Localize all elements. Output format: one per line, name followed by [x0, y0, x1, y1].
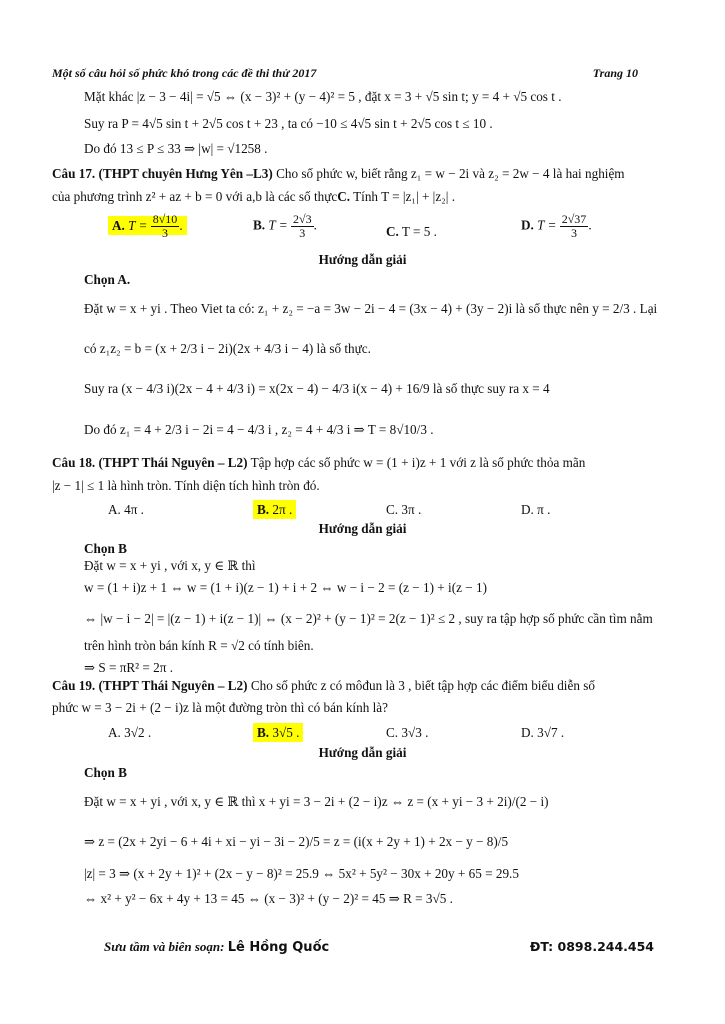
q18-solution-2: w = (1 + i)z + 1 ⇔ w = (1 + i)(z − 1) + i + 2 ⇔ w − i − 2 = (z − 1) + i(z − 1): [84, 580, 487, 595]
q19-solution-2: ⇒ z = (2x + 2yi − 6 + 4i + xi − yi − 3i − 2)/5 = z = (i(x + 2y + 1) + 2x − y − 8)/5: [84, 834, 509, 849]
q17-choice: Chọn A.: [84, 272, 131, 287]
q17-text-2: của phương trình z² + az + b = 0 với a,b là các số thực: [52, 189, 338, 204]
q18-option-b-label: B.: [257, 502, 270, 517]
q17-guide-heading: Hướng dẫn giải: [318, 252, 407, 267]
q19-source: (THPT Thái Nguyên – L2): [98, 678, 248, 693]
q17-text-2-bold: C.: [337, 189, 351, 204]
q19-option-d: D. 3√7 .: [521, 725, 565, 740]
page-footer: [104, 939, 654, 955]
q18-option-d: D. π .: [521, 502, 551, 517]
q17-option-c-text: T = 5 .: [401, 224, 437, 239]
q19-solution-3: |z| = 3 ⇒ (x + 2y + 1)² + (2x − y − 8)² = 25.9 ⇔ 5x² + 5y² − 30x + 20y + 65 = 29.5: [84, 866, 519, 881]
q17-option-d-den: 3: [571, 226, 578, 240]
q17-option-b: B. T = $\frac{2√3}{3}$ .: [253, 212, 317, 240]
q17-text-1: Cho số phức w, biết rằng z₁ = w − 2i và z₂ = 2w − 4 là hai nghiệm: [272, 166, 625, 181]
q18-guide-heading: Hướng dẫn giải: [318, 521, 407, 536]
q19-option-b-label: B.: [257, 725, 270, 740]
q18-line-1: [52, 455, 585, 471]
q18-choice: Chọn B: [84, 541, 127, 556]
header-page-number: Trang 10: [592, 66, 638, 80]
q17-option-c-label: C.: [386, 224, 399, 239]
q18-number: Câu 18.: [52, 455, 96, 470]
q18-option-b: [253, 502, 296, 518]
q17-solution-1: Đặt w = x + yi . Theo Viet ta có: z₁ + z₂ = −a = 3w − 2i − 4 = (3x − 4) + (3y − 2)i là số thực nên y = 2/3 . Lại: [84, 301, 658, 316]
q19-option-c: C. 3√3 .: [386, 725, 429, 740]
q19-choice: Chọn B: [84, 765, 127, 780]
q17-solution-3: Suy ra (x − 4/3 i)(2x − 4 + 4/3 i) = x(2x − 4) − 4/3 i(x − 4) + 16/9 là số thực suy ra x = 4: [84, 381, 550, 396]
q17-option-a: A. T = $\frac{8√10}{3}$ .: [108, 213, 187, 240]
q17-solution-2: có z₁z₂ = b = (x + 2/3 i − 2i)(2x + 4/3 i − 4) là số thực.: [84, 341, 371, 356]
q18-option-c: C. 3π .: [386, 502, 422, 517]
page-header: [52, 66, 638, 81]
q19-guide-heading: Hướng dẫn giải: [318, 745, 407, 760]
prev-line-2: Suy ra P = 4√5 sin t + 2√5 cos t + 23 , ta có −10 ≤ 4√5 sin t + 2√5 cos t ≤ 10 .: [84, 116, 493, 131]
q19-text-1: Cho số phức z có môđun là 3 , biết tập hợp các điểm biểu diễn số: [247, 678, 595, 693]
q18-text-2: |z − 1| ≤ 1 là hình tròn. Tính diện tích hình tròn đó.: [52, 478, 320, 493]
q17-solution-4: Do đó z₁ = 4 + 2/3 i − 2i = 4 − 4/3 i , z₂ = 4 + 4/3 i ⇒ T = 8√10/3 .: [84, 422, 434, 437]
q18-solution-3: ⇔ |w − i − 2| = |(z − 1) + i(z − 1)| ⇔ (x − 2)² + (y − 1)² = 2(z − 1)² ≤ 2 , suy ra tập hợp số phức cần tìm nằm: [84, 611, 653, 626]
footer-author: Lê Hồng Quốc: [227, 940, 330, 955]
q18-solution-4: trên hình tròn bán kính R = √2 có tính biên.: [84, 638, 314, 653]
q17-option-b-pre: T =: [268, 217, 288, 233]
q18-text-1: Tập hợp các số phức w = (1 + i)z + 1 với z là số phức thỏa mãn: [247, 455, 586, 470]
q17-option-b-label: B.: [253, 217, 266, 233]
prev-line-1: Mặt khác |z − 3 − 4i| = √5 ⇔ (x − 3)² + (y − 4)² = 5 , đặt x = 3 + √5 sin t; y = 4 + √5 cos t .: [84, 89, 562, 104]
q17-option-a-den: 3: [162, 226, 169, 240]
q19-number: Câu 19.: [52, 678, 96, 693]
q17-option-d-fraction: [560, 213, 589, 240]
q19-option-b-text: 3√5 .: [272, 725, 300, 740]
q17-option-b-fraction: [291, 213, 314, 240]
footer-phone: ĐT: 0898.244.454: [529, 939, 654, 954]
q17-option-d: D. T = $\frac{2√37}{3}$ .: [521, 212, 592, 240]
q18-source: (THPT Thái Nguyên – L2): [98, 455, 248, 470]
q18-option-b-text: 2π .: [272, 502, 293, 517]
q17-option-a-fraction: [151, 213, 180, 240]
q17-option-a-num: 8√10: [152, 212, 178, 226]
q17-line-1: [52, 166, 625, 182]
q18-solution-1: Đặt w = x + yi , với x, y ∈ ℝ thì: [84, 558, 256, 573]
q17-option-d-label: D.: [521, 217, 534, 233]
q17-option-d-num: 2√37: [561, 212, 587, 226]
q17-option-c: [386, 224, 437, 240]
footer-credit: Sưu tầm và biên soạn:: [104, 939, 225, 954]
q17-option-a-label: A.: [112, 217, 125, 233]
q18-option-a: A. 4π .: [108, 502, 144, 517]
q17-option-b-num: 2√3: [292, 212, 312, 226]
q17-option-d-pre: T =: [537, 217, 557, 233]
q19-option-a: A. 3√2 .: [108, 725, 152, 740]
header-title: Một số câu hỏi số phức khó trong các đề thi thử 2017: [52, 66, 317, 80]
q19-option-b: [253, 725, 303, 741]
q17-number: Câu 17.: [52, 166, 96, 181]
q19-text-2: phức w = 3 − 2i + (2 − i)z là một đường tròn thì có bán kính là?: [52, 700, 388, 715]
q17-text-2-end: Tính T = |z₁| + |z₂| .: [350, 189, 456, 204]
q17-option-a-pre: T =: [128, 217, 148, 233]
q17-source: (THPT chuyên Hưng Yên –L3): [98, 166, 273, 181]
q19-line-1: [52, 678, 595, 694]
prev-line-3: Do đó 13 ≤ P ≤ 33 ⇒ |w| = √1258 .: [84, 141, 268, 156]
q19-solution-4: ⇔ x² + y² − 6x + 4y + 13 = 45 ⇔ (x − 3)² + (y − 2)² = 45 ⇒ R = 3√5 .: [84, 891, 453, 906]
q17-option-b-den: 3: [299, 226, 306, 240]
q19-solution-1: Đặt w = x + yi , với x, y ∈ ℝ thì x + yi = 3 − 2i + (2 − i)z ⇔ z = (x + yi − 3 + 2i)/(2 − i): [84, 794, 549, 809]
q18-solution-5: ⇒ S = πR² = 2π .: [84, 660, 173, 675]
q17-line-2: [52, 189, 455, 205]
